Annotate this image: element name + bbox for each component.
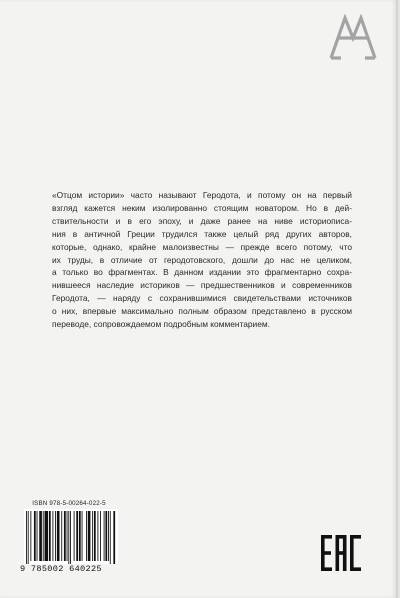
cover-edge [396,0,400,598]
barcode-bar [76,511,78,561]
barcode-bar [113,511,115,564]
barcode-bar [28,511,29,564]
barcode-bar [97,511,98,561]
barcode-bar [55,511,56,561]
barcode-bar [67,511,68,561]
annotation-line: ствительности и в его эпоху, и даже ранее на ниве историописа- [52,215,352,226]
barcode-bar [100,511,101,561]
barcode-bar [52,511,53,561]
barcode-bar [94,511,96,561]
barcode-bar [57,511,60,561]
annotation-text [52,189,352,331]
annotation-line: ния в античной Греции трудился также целый ряд других авторов, [52,228,352,239]
barcode-icon [24,509,118,564]
barcode-bar [110,511,111,564]
annotation-line: «Отцом истории» часто называют Геродота, и потому он на первый [52,190,352,200]
isbn-label: ISBN 978-5-00264-022-5 [32,500,106,507]
barcode-bar [68,511,69,564]
barcode-bar [74,511,75,561]
annotation-line: о них, впервые максимально полным образом представлено в русском [52,306,352,317]
eac-mark-icon [321,535,363,571]
barcode-bar [43,511,44,561]
barcode-bar [45,511,49,561]
annotation-line: а только во фрагментах. В данном издании это фрагментарно сохра- [52,267,352,278]
barcode-bar [82,511,83,561]
barcode-bar [108,511,109,561]
barcode-digits: 9 785002 640225 [20,564,102,574]
barcode-bar [64,511,66,561]
barcode-bar [70,511,71,564]
barcode-bar [86,511,87,561]
barcode-bar [34,511,36,561]
barcode-bar [88,511,91,561]
barcode-bar [92,511,93,561]
barcode-bar [30,511,31,561]
barcode-bar [105,511,107,561]
annotation-line: переводе, сопровождаемом подробным комментарием. [52,319,270,330]
barcode-bar [79,511,81,561]
barcode-bar [26,511,27,564]
barcode-bar [49,511,51,561]
annotation-line: их труды, в отличие от геродотовского, дошли до нас не целиком, [52,254,352,265]
monogram-logo [327,14,379,60]
annotation-line: которые, однако, крайне малоизвестны — прежде всего потому, что [52,241,352,252]
annotation-line: Геродота, — наряду с сохранившимися свидетельствами источников [52,293,352,304]
barcode-bar [104,511,105,561]
annotation-line: нившееся наследие историков — предшественников и современников [52,280,352,291]
barcode-bar [61,511,62,561]
barcode-bar [39,511,42,561]
barcode-block [20,500,118,578]
annotation-line: взгляд кажется неким изолированно стоящим новатором. Но в дей- [52,202,352,213]
barcode-bar [37,511,38,561]
